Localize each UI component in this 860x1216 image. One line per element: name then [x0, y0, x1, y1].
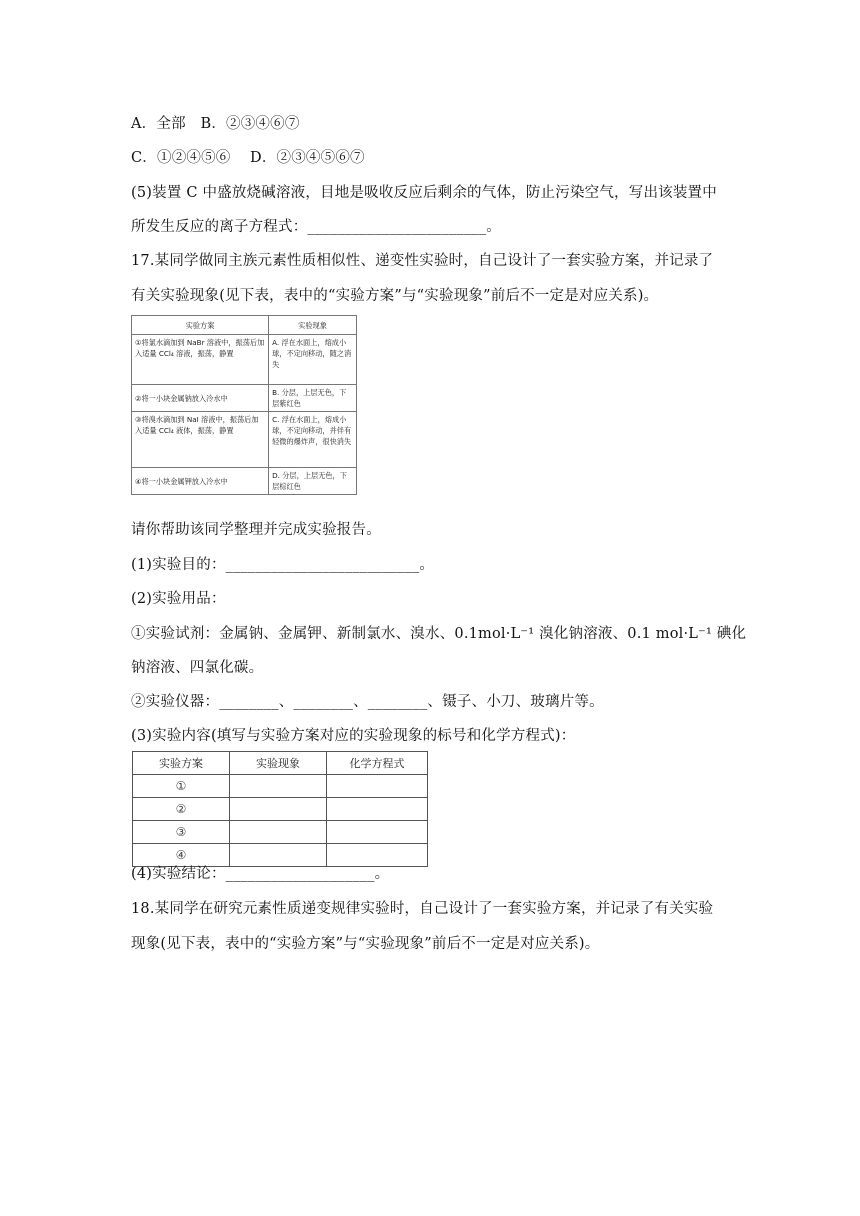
table2-blank-cell[interactable] [230, 775, 327, 798]
question-3-line: (3)实验内容(填写与实验方案对应的实验现象的标号和化学方程式)： [131, 728, 576, 744]
table2-header-phenomenon: 实验现象 [230, 752, 327, 775]
table1-cell: ③将溴水滴加到 NaI 溶液中，振荡后加入适量 CCl₄ 液体，振荡，静置 [132, 412, 269, 468]
question-5-line-2: 所发生反应的离子方程式：________________________。 [131, 219, 501, 235]
table1-cell: D. 分层，上层无色，下层棕红色 [269, 468, 357, 495]
table2-blank-cell[interactable] [230, 821, 327, 844]
table1-header-plan: 实验方案 [132, 316, 269, 335]
question-4-line: (4)实验结论：____________________。 [131, 866, 390, 882]
instruments-line: ②实验仪器：________、________、________、镊子、小刀、玻璃片等。 [131, 694, 604, 710]
table2-row-number: ③ [133, 821, 230, 844]
reagents-line-2: 钠溶液、四氯化碳。 [131, 660, 264, 676]
option-line-ab: A．全部 B．②③④⑥⑦ [131, 116, 300, 132]
question-18-line-2: 现象(见下表，表中的“实验方案”与“实验现象”前后不一定是对应关系)。 [131, 936, 600, 952]
question-17-line-1: 17.某同学做同主族元素性质相似性、递变性实验时，自己设计了一套实验方案，并记录了 [131, 253, 714, 269]
table2-blank-cell[interactable] [327, 821, 428, 844]
answer-table [132, 751, 428, 867]
table2-blank-cell[interactable] [327, 775, 428, 798]
table1-cell: ②将一小块金属钠放入冷水中 [132, 385, 269, 412]
table2-row-number: ② [133, 798, 230, 821]
option-line-cd: C．①②④⑤⑥ D．②③④⑤⑥⑦ [131, 150, 365, 166]
table1-header-phenomenon: 实验现象 [269, 316, 357, 335]
question-5-line-1: (5)装置 C 中盛放烧碱溶液，目地是吸收反应后剩余的气体，防止污染空气，写出该装置中 [131, 185, 717, 201]
question-17-line-2: 有关实验现象(见下表，表中的“实验方案”与“实验现象”前后不一定是对应关系)。 [131, 288, 659, 304]
table1-cell: B. 分层，上层无色，下层紫红色 [269, 385, 357, 412]
table2-blank-cell[interactable] [327, 798, 428, 821]
table2-row-number: ① [133, 775, 230, 798]
question-18-line-1: 18.某同学在研究元素性质递变规律实验时，自己设计了一套实验方案，并记录了有关实验 [131, 901, 714, 917]
question-2-line: (2)实验用品： [131, 591, 226, 607]
table1-cell: C. 浮在水面上，熔成小球，不定向移动，并伴有轻微的爆炸声，很快消失 [269, 412, 357, 468]
instruction-line: 请你帮助该同学整理并完成实验报告。 [131, 522, 381, 538]
table2-header-plan: 实验方案 [133, 752, 230, 775]
table1-cell: A. 浮在水面上，熔成小球，不定向移动，随之消失 [269, 335, 357, 385]
table1-cell: ①将氯水滴加到 NaBr 溶液中，振荡后加入适量 CCl₄ 溶液，振荡，静置 [132, 335, 269, 385]
question-1-line: (1)实验目的：__________________________。 [131, 557, 435, 573]
reagents-line-1: ①实验试剂：金属钠、金属钾、新制氯水、溴水、0.1mol·L⁻¹ 溴化钠溶液、0.1 mol·L⁻¹ 碘化 [131, 626, 747, 642]
table2-row-number: ④ [133, 844, 230, 867]
table2-header-equation: 化学方程式 [327, 752, 428, 775]
table1-cell: ④将一小块金属钾放入冷水中 [132, 468, 269, 495]
table2-blank-cell[interactable] [230, 798, 327, 821]
experiment-table-17 [131, 315, 357, 495]
